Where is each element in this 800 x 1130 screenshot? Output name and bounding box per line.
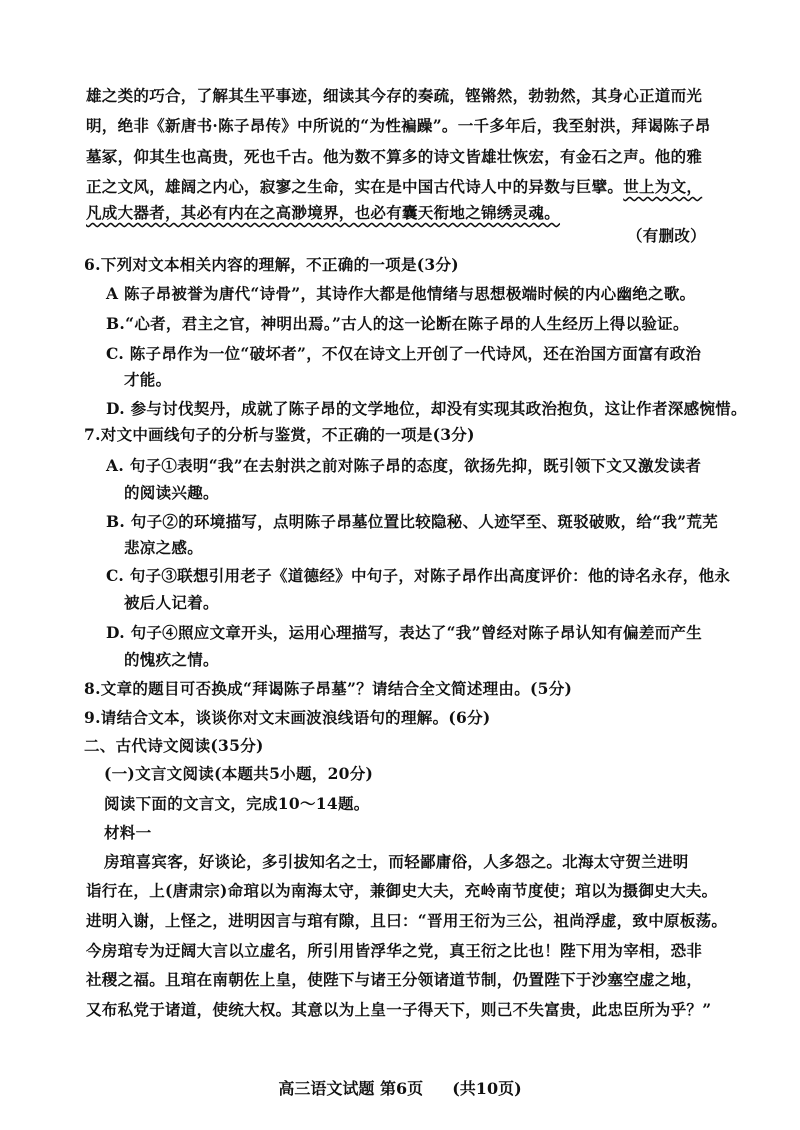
passage-line-2: 明，绝非《新唐书·陈子昂传》中所说的“为性褊躁”。一千多年后，我至射洪，拜谒陈子昂 bbox=[86, 116, 711, 135]
question-8: 8.文章的题目可否换成“拜谒陈子昂墓”？请结合全文简述理由。(5分) bbox=[84, 679, 573, 698]
question-7-option-d: D. 句子④照应文章开头，运用心理描写，表达了“我”曾经对陈子昂认知有偏差而产生 bbox=[106, 623, 703, 642]
source-note: （有删改） bbox=[626, 226, 706, 245]
instruction-text: 阅读下面的文言文，完成10～14题。 bbox=[104, 794, 370, 813]
passage-line-4 bbox=[86, 177, 716, 197]
question-7-option-a-cont: 的阅读兴趣。 bbox=[124, 483, 219, 502]
question-7-stem: 7.对文中画线句子的分析与鉴赏，不正确的一项是(3分) bbox=[84, 425, 475, 444]
question-6-option-b: B.“心者，君主之官，神明出焉。”古人的这一论断在陈子昂的人生经历上得以验证。 bbox=[106, 314, 689, 333]
material-1-line-1: 房琯喜宾客，好谈论，多引拔知名之士，而轻鄙庸俗，人多怨之。北海太守贺兰进明 bbox=[104, 852, 689, 871]
footer-total-pages: (共10页) bbox=[452, 1079, 522, 1098]
wavy-underlined-sentence-end: 凡成大器者，其必有内在之高渺境界，也必有囊天衔地之锦绣灵魂。 bbox=[86, 203, 561, 222]
material-1-title: 材料一 bbox=[104, 823, 152, 842]
wavy-underlined-sentence-start: 世上为文， bbox=[623, 177, 703, 196]
question-7-option-c-cont: 被后人记着。 bbox=[124, 593, 219, 612]
question-6-option-d: D. 参与讨伐契丹，成就了陈子昂的文学地位，却没有实现其政治抱负，这让作者深感惋惜。 bbox=[106, 399, 747, 418]
question-6-option-a: A 陈子昂被誉为唐代“诗骨”，其诗作大都是他情绪与思想极端时候的内心幽绝之歌。 bbox=[106, 284, 696, 303]
material-1-line-5: 社稷之福。且琯在南朝佐上皇，使陛下与诸王分领诸道节制，仍置陛下于沙塞空虚之地， bbox=[86, 970, 703, 989]
subsection-1-heading: (一)文言文阅读(本题共5小题，20分) bbox=[104, 764, 374, 783]
passage-line-1: 雄之类的巧合，了解其生平事迹，细读其今存的奏疏，铿锵然，勃勃然，其身心正道而光 bbox=[86, 86, 703, 105]
passage-line-4-text: 正之文风，雄阔之内心，寂寥之生命，实在是中国古代诗人中的异数与巨擘。 bbox=[86, 177, 624, 196]
question-6-option-c-cont: 才能。 bbox=[124, 370, 172, 389]
material-1-line-3: 进明入谢，上怪之，进明因言与琯有隙，且曰：“晋用王衍为三公，祖尚浮虚，致中原板荡。 bbox=[86, 911, 728, 930]
page-footer bbox=[0, 1076, 800, 1099]
footer-page-number: 第6页 bbox=[379, 1079, 424, 1098]
question-7-option-b-cont: 悲凉之感。 bbox=[124, 538, 204, 557]
question-9: 9.请结合文本，谈谈你对文末画波浪线语句的理解。(6分) bbox=[84, 708, 491, 727]
material-1-line-6: 又布私党于诸道，使统大权。其意以为上皇一子得天下，则己不失富贵，此忠臣所为乎？” bbox=[86, 1000, 712, 1019]
footer-title: 高三语文试题 bbox=[278, 1079, 375, 1098]
passage-line-5 bbox=[86, 203, 716, 223]
question-7-option-b: B. 句子②的环境描写，点明陈子昂墓位置比较隐秘、人迹罕至、斑驳破败，给“我”荒芜 bbox=[106, 512, 719, 531]
question-6-stem: 6.下列对文本相关内容的理解，不正确的一项是(3分) bbox=[84, 255, 459, 274]
section-2-heading: 二、古代诗文阅读(35分) bbox=[84, 736, 264, 755]
passage-line-3: 墓冢，仰其生也高贵，死也千古。他为数不算多的诗文皆雄壮恢宏，有金石之声。他的雅 bbox=[86, 147, 703, 166]
question-6-option-c: C. 陈子昂作为一位“破坏者”，不仅在诗文上开创了一代诗风，还在治国方面富有政治 bbox=[106, 344, 702, 363]
question-7-option-c: C. 句子③联想引用老子《道德经》中句子，对陈子昂作出高度评价：他的诗名永存，他永 bbox=[106, 566, 731, 585]
question-7-option-a: A. 句子①表明“我”在去射洪之前对陈子昂的态度，欲扬先抑，既引领下文又激发读者 bbox=[106, 456, 702, 475]
question-7-option-d-cont: 的愧疚之情。 bbox=[124, 650, 219, 669]
material-1-line-4: 今房琯专为迂阔大言以立虚名，所引用皆浮华之党，真王衍之比也！陛下用为宰相，恐非 bbox=[86, 941, 703, 960]
material-1-line-2: 诣行在，上(唐肃宗)命琯以为南海太守，兼御史大夫，充岭南节度使；琯以为摄御史大夫。 bbox=[86, 881, 718, 900]
